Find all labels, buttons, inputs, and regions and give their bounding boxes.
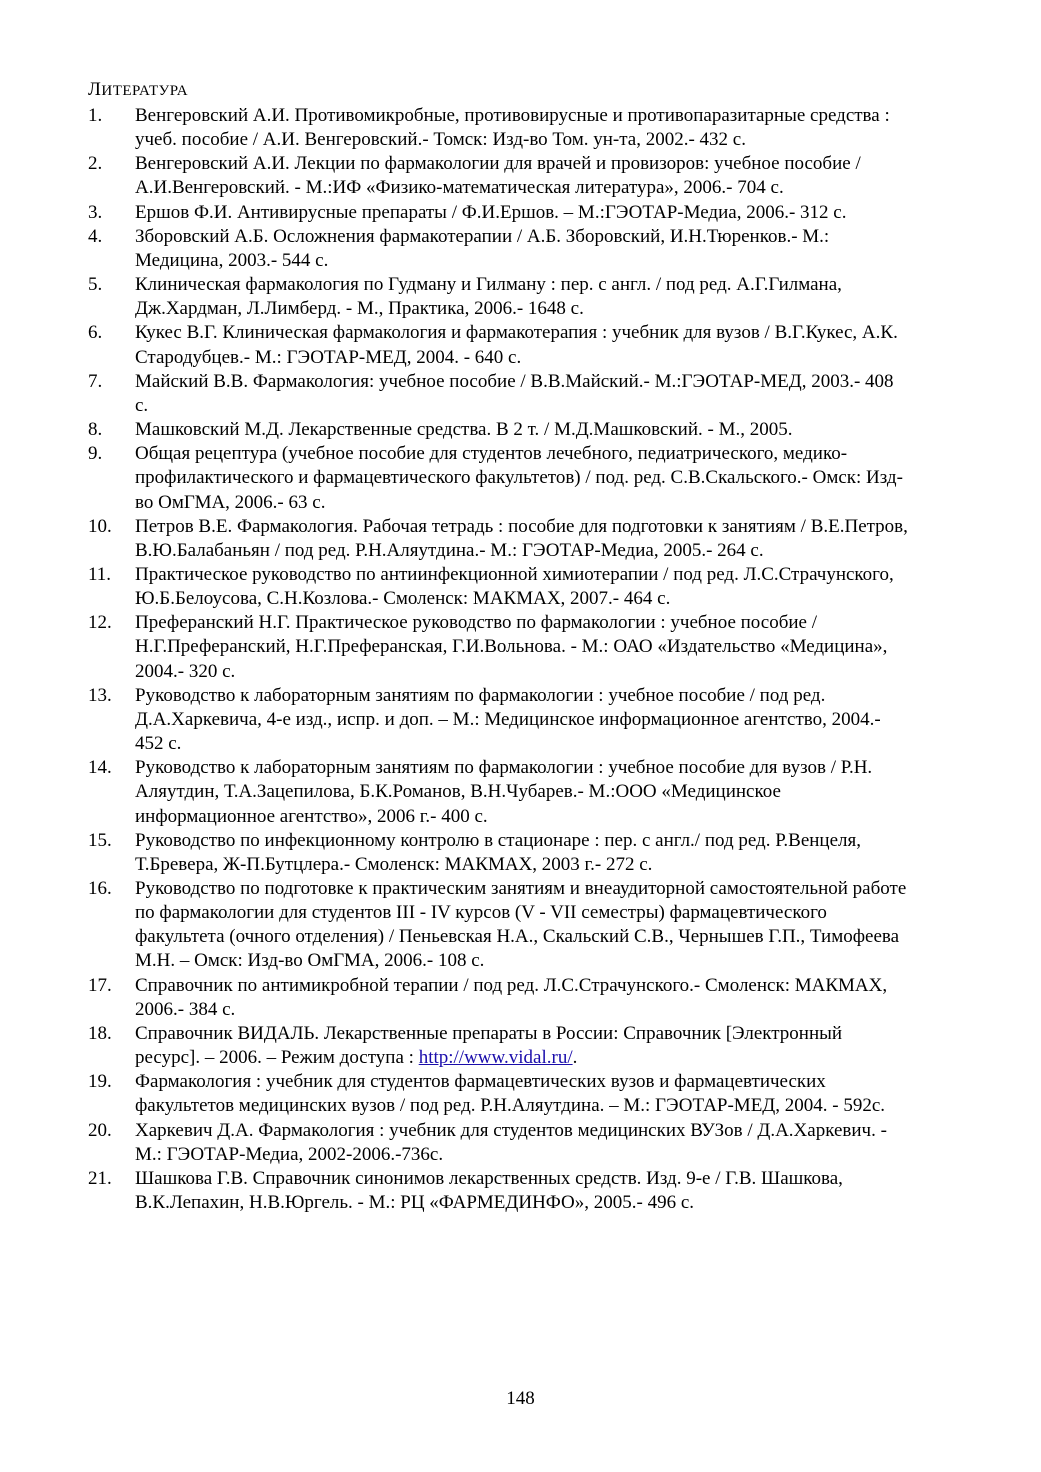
reference-number: 7. — [88, 370, 103, 392]
reference-text: Майский В.В. Фармакология: учебное пособие / В.В.Майский.- М.:ГЭОТАР-МЕД, 2003.- 408 с. — [135, 370, 894, 416]
reference-number: 18. — [88, 1022, 112, 1044]
reference-text: Кукес В.Г. Клиническая фармакология и фармакотерапия : учебник для вузов / В.Г.Кукес, А.К. Стародубцев.- М.: ГЭОТАР-МЕД, 2004. - 640 с. — [135, 322, 898, 368]
reference-item — [88, 1022, 908, 1070]
reference-text: Общая рецептура (учебное пособие для студентов лечебного, педиатрического, медико-профилактического и фармацевтического факультетов) / под. ред. С.В.Скальского.- Омск: Изд-во ОмГМА, 2006.- 63 с. — [135, 443, 903, 513]
section-heading — [88, 80, 908, 104]
reference-text: Преферанский Н.Г. Практическое руководство по фармакологии : учебное пособие / Н.Г.Преферанский, Н.Г.Преферанская, Г.И.Вольнова. - М.: ОАО «Издательство «Медицина», 2004.- 320 с. — [135, 612, 888, 682]
reference-item — [88, 418, 908, 442]
reference-item — [88, 563, 908, 611]
reference-text: Шашкова Г.В. Справочник синонимов лекарственных средств. Изд. 9-е / Г.В. Шашкова, В.К.Лепахин, Н.В.Юргель. - М.: РЦ «ФАРМЕДИНФО», 2005.- 496 с. — [135, 1167, 843, 1214]
reference-text: Зборовский А.Б. Осложнения фармакотерапии / А.Б. Зборовский, И.Н.Тюренков.- М.: Медицина, 2003.- 544 с. — [135, 225, 830, 271]
heading-initial: Л — [88, 79, 102, 100]
reference-number: 8. — [88, 419, 103, 441]
reference-number: 4. — [88, 225, 103, 247]
reference-item — [88, 974, 908, 1022]
reference-text: Руководство к лабораторным занятиям по фармакологии : учебное пособие для вузов / Р.Н. Аляутдин, Т.А.Зацепилова, Б.К.Романов, В.Н.Чубарев.- М.:ООО «Медицинское информационное агентство», 2006 г.- 400 с. — [135, 757, 873, 827]
reference-number: 20. — [88, 1119, 112, 1141]
reference-item — [88, 152, 908, 200]
reference-number: 17. — [88, 974, 112, 996]
reference-number: 15. — [88, 829, 112, 851]
reference-text: Клиническая фармакология по Гудману и Гилману : пер. с англ. / под ред. А.Г.Гилмана, Дж.Хардман, Л.Лимберд. - М., Практика, 2006.- 1648 с. — [135, 274, 842, 320]
reference-item — [88, 273, 908, 321]
heading-rest: ИТЕРАТУРА — [101, 83, 189, 99]
reference-item — [88, 684, 908, 756]
reference-item — [88, 1070, 908, 1118]
vidal-link[interactable]: http://www.vidal.ru/ — [418, 1047, 573, 1069]
reference-number: 10. — [88, 515, 112, 537]
reference-trailing-period: . — [572, 1047, 578, 1069]
reference-text: Справочник по антимикробной терапии / под ред. Л.С.Страчунского.- Смоленск: МАКМАХ, 2006.- 384 с. — [135, 974, 888, 1020]
reference-text: Машковский М.Д. Лекарственные средства. В 2 т. / М.Д.Машковский. - М., 2005. — [135, 419, 793, 441]
reference-number: 16. — [88, 878, 112, 899]
reference-number: 19. — [88, 1071, 112, 1093]
reference-number: 11. — [88, 563, 112, 585]
reference-number: 21. — [88, 1167, 112, 1189]
reference-number: 5. — [88, 274, 103, 296]
reference-item — [88, 321, 908, 369]
reference-text: Руководство по инфекционному контролю в стационаре : пер. с англ./ под ред. Р.Венцеля, Т.Бревера, Ж-П.Бутцлера.- Смоленск: МАКМАХ, 2003 г.- 272 с. — [135, 829, 861, 875]
reference-text: Петров В.Е. Фармакология. Рабочая тетрадь : пособие для подготовки к занятиям / В.Е.Петров, В.Ю.Балабаньян / под ред. Р.Н.Аляутдина.- М.: ГЭОТАР-Медиа, 2005.- 264 с. — [135, 515, 908, 561]
reference-list — [88, 104, 908, 1215]
reference-item — [88, 611, 908, 683]
reference-number: 14. — [88, 757, 112, 779]
reference-item — [88, 104, 908, 152]
reference-item — [88, 201, 908, 225]
reference-number: 13. — [88, 684, 112, 706]
reference-item — [88, 1119, 908, 1167]
reference-text: Руководство по подготовке к практическим занятиям и внеаудиторной самостоятельной работе по фармакологии для студентов III - IV курсов (V - VII семестры) фармацевтического факультета (очного отделения) / Пеньевская Н.А., Скальский С.В., Чернышев Г.П., Тимофеева М.Н. – Омск: Изд-во ОмГМА, 2006.- 108 с. — [135, 878, 907, 972]
reference-text: Справочник ВИДАЛЬ. Лекарственные препараты в России: Справочник [Электронный ресурс]. – 2006. – Режим доступа : — [135, 1022, 843, 1069]
reference-text: Руководство к лабораторным занятиям по фармакологии : учебное пособие / под ред. Д.А.Харкевича, 4-е изд., испр. и доп. – М.: Медицинское информационное агентство, 2004.- 452 с. — [135, 684, 881, 755]
reference-number: 12. — [88, 612, 112, 634]
reference-number: 2. — [88, 153, 103, 175]
reference-item — [88, 442, 908, 514]
reference-number: 9. — [88, 443, 103, 465]
reference-text: Венгеровский А.И. Лекции по фармакологии для врачей и провизоров: учебное пособие / А.И.Венгеровский. - М.:ИФ «Физико-математическая литература», 2006.- 704 с. — [135, 153, 861, 199]
reference-item — [88, 877, 908, 974]
reference-number: 3. — [88, 201, 103, 223]
reference-item — [88, 756, 908, 828]
reference-text: Харкевич Д.А. Фармакология : учебник для студентов медицинских ВУЗов / Д.А.Харкевич. - М.: ГЭОТАР-Медиа, 2002-2006.-736с. — [135, 1119, 887, 1165]
reference-text: Ершов Ф.И. Антивирусные препараты / Ф.И.Ершов. – М.:ГЭОТАР-Медиа, 2006.- 312 с. — [135, 201, 847, 223]
reference-text: Фармакология : учебник для студентов фармацевтических вузов и фармацевтических факультетов медицинских вузов / под ред. Р.Н.Аляутдина. – М.: ГЭОТАР-МЕД, 2004. - 592с. — [135, 1071, 886, 1117]
reference-number: 6. — [88, 322, 103, 344]
reference-text: Венгеровский А.И. Противомикробные, противовирусные и противопаразитарные средства : учеб. пособие / А.И. Венгеровский.- Томск: Изд-во Том. ун-та, 2002.- 432 с. — [135, 105, 890, 151]
reference-text: Практическое руководство по антиинфекционной химиотерапии / под ред. Л.С.Страчунского, Ю.Б.Белоусова, С.Н.Козлова.- Смоленск: МАКМАХ, 2007.- 464 с. — [135, 563, 894, 610]
reference-item — [88, 515, 908, 563]
reference-item — [88, 370, 908, 418]
page-number: 148 — [506, 1388, 535, 1409]
reference-number: 1. — [88, 105, 103, 126]
reference-item — [88, 829, 908, 877]
reference-item — [88, 1167, 908, 1215]
page-body — [88, 80, 908, 1215]
reference-item — [88, 225, 908, 273]
